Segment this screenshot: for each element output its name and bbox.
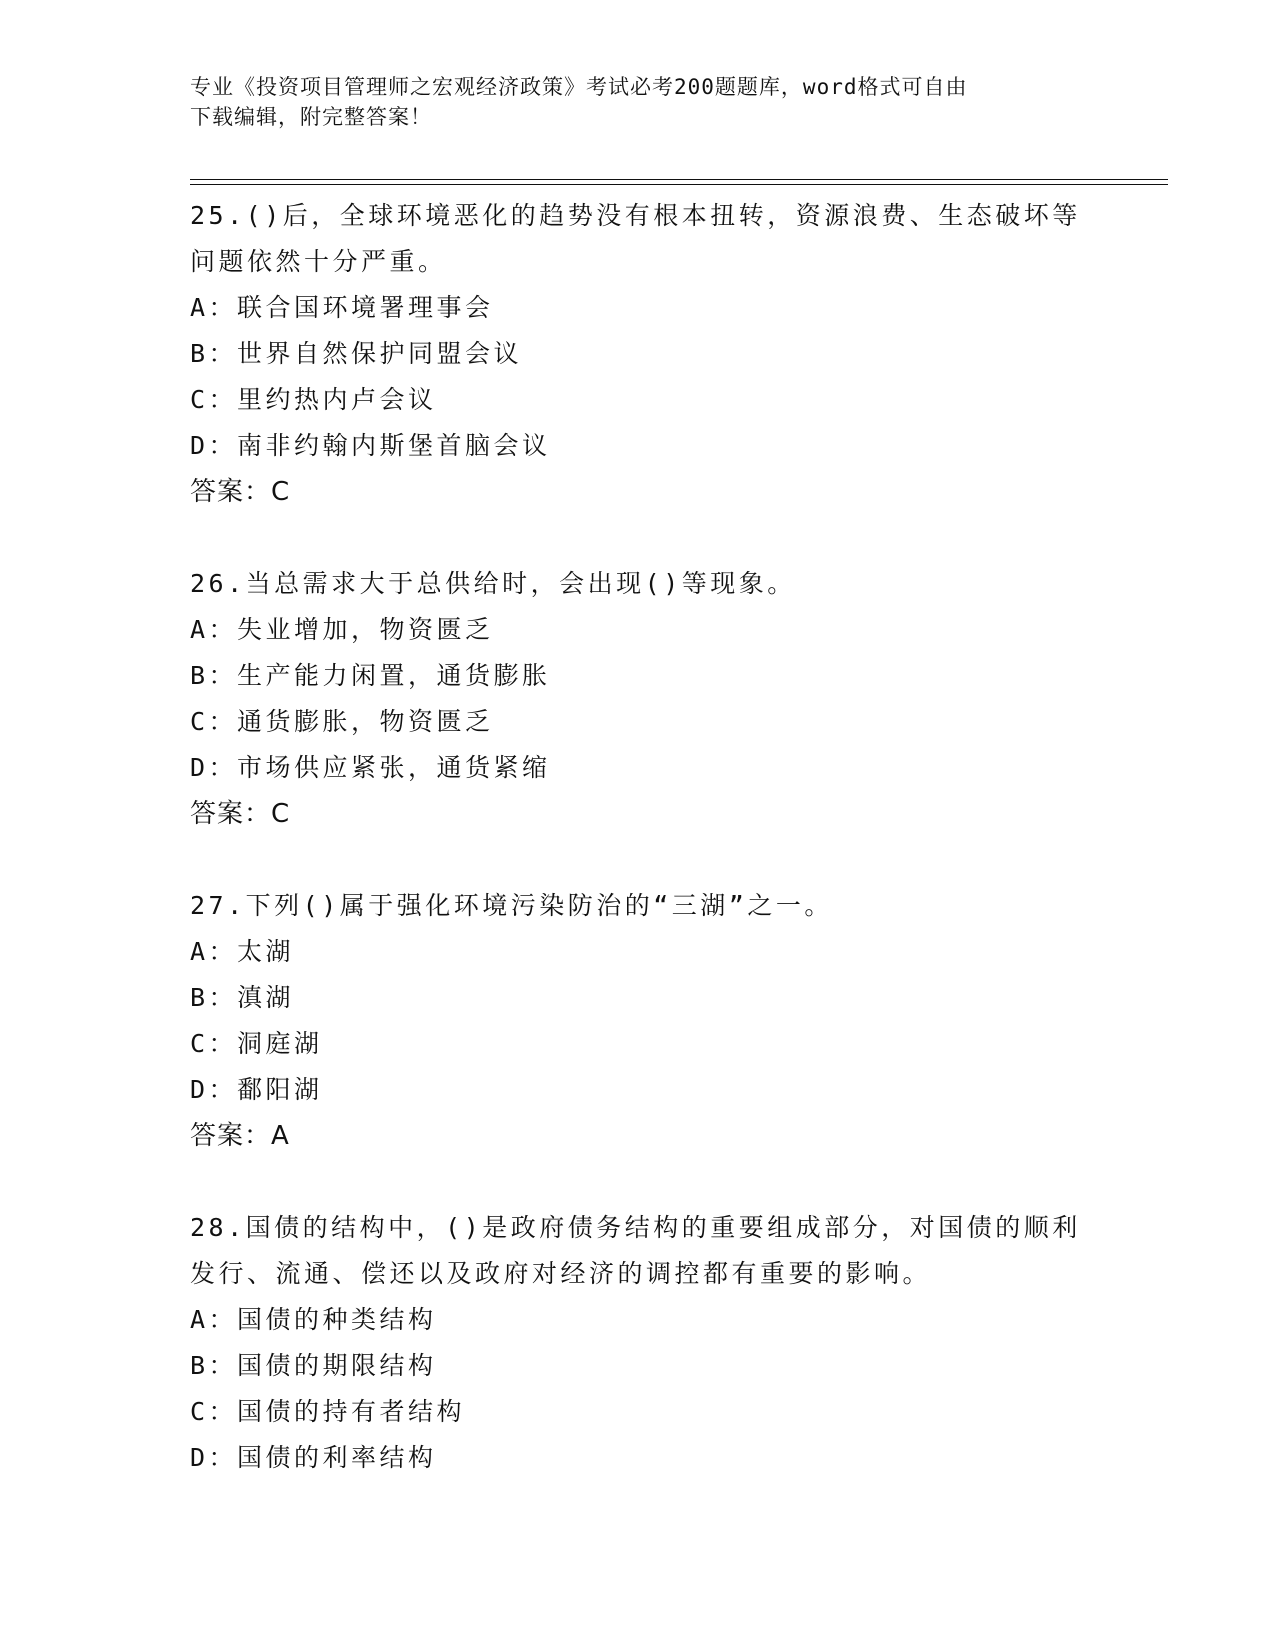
question-stem-line: 28.国债的结构中，()是政府债务结构的重要组成部分，对国债的顺利 <box>190 1213 1081 1242</box>
question-gap <box>190 1159 1090 1205</box>
option-c: C：洞庭湖 <box>190 1029 323 1058</box>
option-d: D：市场供应紧张，通货紧缩 <box>190 753 551 782</box>
option-c: C：国债的持有者结构 <box>190 1397 466 1426</box>
option-c: C：里约热内卢会议 <box>190 385 437 414</box>
option-b: B：世界自然保护同盟会议 <box>190 339 523 368</box>
option-a: A：失业增加，物资匮乏 <box>190 615 494 644</box>
option-d: D：鄱阳湖 <box>190 1075 323 1104</box>
answer-line: 答案：C <box>190 799 291 829</box>
question-stem-line: 发行、流通、偿还以及政府对经济的调控都有重要的影响。 <box>190 1259 932 1288</box>
header-line-2: 下载编辑，附完整答案！ <box>190 105 432 129</box>
question-list <box>190 193 1090 1481</box>
question-28 <box>190 1205 1090 1481</box>
answer-line: 答案：C <box>190 477 291 507</box>
option-b: B：生产能力闲置，通货膨胀 <box>190 661 551 690</box>
option-d: D：国债的利率结构 <box>190 1443 437 1472</box>
question-stem-line: 25.()后，全球环境恶化的趋势没有根本扭转，资源浪费、生态破坏等 <box>190 201 1081 230</box>
option-b: B：滇湖 <box>190 983 295 1012</box>
question-stem-line: 26.当总需求大于总供给时，会出现()等现象。 <box>190 569 796 598</box>
option-d: D：南非约翰内斯堡首脑会议 <box>190 431 551 460</box>
question-26 <box>190 561 1090 837</box>
question-stem-line: 27.下列()属于强化环境污染防治的“三湖”之一。 <box>190 891 833 920</box>
question-27 <box>190 883 1090 1159</box>
option-a: A：国债的种类结构 <box>190 1305 437 1334</box>
question-25 <box>190 193 1090 515</box>
option-a: A：联合国环境署理事会 <box>190 293 494 322</box>
document-header <box>190 72 1090 132</box>
header-line-1: 专业《投资项目管理师之宏观经济政策》考试必考200题题库，word格式可自由 <box>190 75 968 99</box>
option-c: C：通货膨胀，物资匮乏 <box>190 707 494 736</box>
option-b: B：国债的期限结构 <box>190 1351 437 1380</box>
question-stem-line: 问题依然十分严重。 <box>190 247 447 276</box>
header-divider-top <box>190 179 1168 180</box>
answer-line: 答案：A <box>190 1121 290 1151</box>
question-gap <box>190 837 1090 883</box>
question-gap <box>190 515 1090 561</box>
option-a: A：太湖 <box>190 937 295 966</box>
header-divider-bottom <box>190 184 1168 185</box>
